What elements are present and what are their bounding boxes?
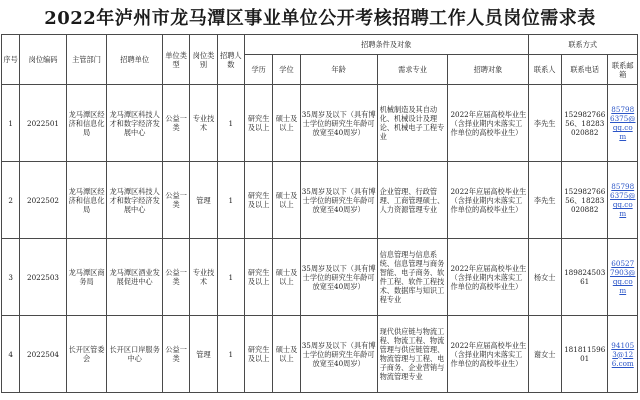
header-post-type: 岗位类别 — [190, 35, 217, 85]
cell-seq: 3 — [2, 239, 20, 316]
header-unit: 招聘单位 — [107, 35, 163, 85]
cell-seq: 2 — [2, 162, 20, 239]
cell-degree: 硕士及以上 — [273, 162, 300, 239]
table-row — [2, 85, 638, 162]
cell-unit-type: 公益一类 — [162, 239, 189, 316]
cell-degree: 硕士及以上 — [273, 239, 300, 316]
cell-unit: 长开区口岸服务中心 — [107, 316, 163, 393]
cell-unit-type: 公益一类 — [162, 316, 189, 393]
cell-education: 研究生及以上 — [244, 239, 272, 316]
cell-email — [608, 316, 638, 393]
cell-email — [608, 239, 638, 316]
cell-unit: 龙马潭区酒业发展促进中心 — [107, 239, 163, 316]
cell-major: 信息管理与信息系统、信息管理与商务智能、电子商务、软件工程、软件工程技术、数据库与知识工程专业 — [377, 239, 448, 316]
cell-code: 2022502 — [20, 162, 67, 239]
cell-count: 1 — [217, 239, 244, 316]
cell-dept: 长开区管委会 — [66, 316, 107, 393]
cell-email — [608, 85, 638, 162]
cell-post-type: 管理 — [190, 162, 217, 239]
cell-contact-person: 李先生 — [528, 162, 561, 239]
cell-contact-person: 杨女士 — [528, 239, 561, 316]
header-seq: 序号 — [2, 35, 20, 85]
header-degree: 学位 — [273, 55, 300, 85]
cell-phone: 18982450361 — [561, 239, 608, 316]
cell-contact-person: 李先生 — [528, 85, 561, 162]
header-contact-person: 联系人 — [528, 55, 561, 85]
cell-code: 2022501 — [20, 85, 67, 162]
table-row — [2, 162, 638, 239]
header-phone: 联系电话 — [561, 55, 608, 85]
header-target: 招聘对象 — [448, 55, 528, 85]
cell-phone: 15298276656、18283020882 — [561, 85, 608, 162]
cell-unit-type: 公益一类 — [162, 85, 189, 162]
cell-age: 35周岁及以下（具有博士学位的研究生年龄可放宽至40周岁） — [300, 239, 377, 316]
cell-dept: 龙马潭区商务局 — [66, 239, 107, 316]
header-conditions: 招聘条件及对象 — [244, 35, 528, 55]
email-link[interactable]: 857986375@qq.com — [610, 105, 636, 141]
cell-unit: 龙马潭区科技人才和数字经济发展中心 — [107, 85, 163, 162]
table-row — [2, 316, 638, 393]
cell-code: 2022504 — [20, 316, 67, 393]
cell-age: 35周岁及以下（具有博士学位的研究生年龄可放宽至40周岁） — [300, 85, 377, 162]
cell-target: 2022年应届高校毕业生（含择业期内未落实工作单位的高校毕业生） — [448, 316, 528, 393]
cell-major: 机械制造及其自动化、机械设计及理论、机械电子工程专业 — [377, 85, 448, 162]
cell-post-type: 专业技术 — [190, 239, 217, 316]
cell-age: 35周岁及以下（具有博士学位的研究生年龄可放宽至40周岁） — [300, 162, 377, 239]
cell-unit-type: 公益一类 — [162, 162, 189, 239]
cell-post-type: 管理 — [190, 316, 217, 393]
cell-target: 2022年应届高校毕业生（含择业期内未落实工作单位的高校毕业生） — [448, 162, 528, 239]
header-contact: 联系方式 — [528, 35, 638, 55]
email-link[interactable]: 857986375@qq.com — [610, 182, 636, 218]
header-major: 需求专业 — [377, 55, 448, 85]
cell-seq: 4 — [2, 316, 20, 393]
page-title: 2022年泸州市龙马潭区事业单位公开考核招聘工作人员岗位需求表 — [44, 8, 596, 29]
cell-degree: 硕士及以上 — [273, 316, 300, 393]
cell-phone: 18181159601 — [561, 316, 608, 393]
job-requirements-table — [1, 34, 638, 393]
header-count: 招聘人数 — [217, 35, 244, 85]
header-dept: 主管部门 — [66, 35, 107, 85]
cell-seq: 1 — [2, 85, 20, 162]
cell-degree: 硕士及以上 — [273, 85, 300, 162]
cell-education: 研究生及以上 — [244, 162, 272, 239]
cell-education: 研究生及以上 — [244, 316, 272, 393]
table-row — [2, 239, 638, 316]
header-email: 联系邮箱 — [608, 55, 638, 85]
cell-count: 1 — [217, 316, 244, 393]
header-code: 岗位编码 — [20, 35, 67, 85]
cell-count: 1 — [217, 162, 244, 239]
cell-major: 现代供应链与物流工程、物流工程、物流管理与供应链管理、物流管理与工程、电子商务、企业营销与物流管理专业 — [377, 316, 448, 393]
cell-code: 2022503 — [20, 239, 67, 316]
cell-contact-person: 谢女士 — [528, 316, 561, 393]
header-age: 年龄 — [300, 55, 377, 85]
header-unit-type: 单位类型 — [162, 35, 189, 85]
cell-dept: 龙马潭区经济和信息化局 — [66, 85, 107, 162]
cell-age: 35周岁及以下（具有博士学位的研究生年龄可放宽至40周岁） — [300, 316, 377, 393]
cell-target: 2022年应届高校毕业生（含择业期内未落实工作单位的高校毕业生） — [448, 239, 528, 316]
header-education: 学历 — [244, 55, 272, 85]
cell-major: 企业管理、行政管理、工商管理硕士、人力资源管理专业 — [377, 162, 448, 239]
cell-email — [608, 162, 638, 239]
cell-unit: 龙马潭区科技人才和数字经济发展中心 — [107, 162, 163, 239]
email-link[interactable]: 605277903@qq.com — [610, 259, 636, 295]
cell-phone: 15298276656、18283020882 — [561, 162, 608, 239]
cell-target: 2022年应届高校毕业生（含择业期内未落实工作单位的高校毕业生） — [448, 85, 528, 162]
cell-education: 研究生及以上 — [244, 85, 272, 162]
email-link[interactable]: 941053@126.com — [611, 340, 635, 368]
cell-dept: 龙马潭区经济和信息化局 — [66, 162, 107, 239]
cell-count: 1 — [217, 85, 244, 162]
cell-post-type: 专业技术 — [190, 85, 217, 162]
